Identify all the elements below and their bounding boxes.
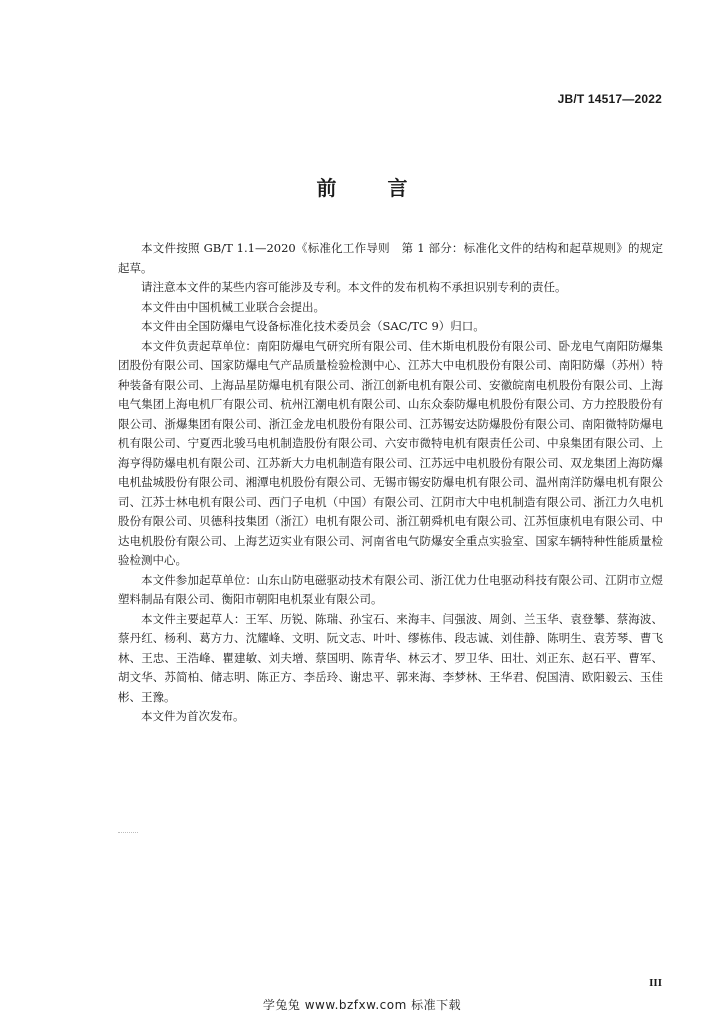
document-body <box>118 239 663 727</box>
paragraph-technical-committee: 本文件由全国防爆电气设备标准化技术委员会（SAC/TC 9）归口。 <box>141 319 485 333</box>
paragraph-main-drafters: 本文件主要起草人：王军、历锐、陈瑞、孙宝石、来海丰、闫强波、周剑、兰玉华、袁登攀、蔡海波、蔡丹红、杨利、葛方力、沈耀峰、文明、阮文志、叶叶、缪栋伟、段志诚、刘佳静、陈明生、袁芳琴、曹飞林、王忠、王浩峰、瞿建敏、刘夫增、蔡国明、陈青华、林云才、罗卫华、田壮、刘正东、赵石平、曹军、胡文华、苏简柏、储志明、陈正方、李岳玲、谢忠平、郭来海、李梦林、王华君、倪国清、欧阳毅云、玉佳彬、王豫。 <box>118 611 663 704</box>
page-title: 前 言 <box>316 176 430 200</box>
scan-mark <box>118 832 138 834</box>
paragraph-patent-notice: 请注意本文件的某些内容可能涉及专利。本文件的发布机构不承担识别专利的责任。 <box>141 280 567 294</box>
standard-code: JB/T 14517—2022 <box>557 92 662 106</box>
paragraph-lead-drafting-units: 本文件负责起草单位：南阳防爆电气研究所有限公司、佳木斯电机股份有限公司、卧龙电气南阳防爆集团股份有限公司、国家防爆电气产品质量检验检测中心、江苏大中电机股份有限公司、南阳防爆（苏州）特种装备有限公司、上海品星防爆电机有限公司、浙江创新电机有限公司、安徽皖南电机股份有限公司、上海电气集团上海电机厂有限公司、杭州江潮电机有限公司、山东众泰防爆电机股份有限公司、方力控股股份有限公司、浙爆集团有限公司、浙江金龙电机股份有限公司、江苏锡安达防爆股份有限公司、南阳微特防爆电机有限公司、宁夏西北骏马电机制造股份有限公司、六安市微特电机有限责任公司、中泉集团有限公司、上海亨得防爆电机有限公司、江苏新大力电机制造有限公司、江苏远中电机股份有限公司、双龙集团上海防爆电机盐城股份有限公司、湘潭电机股份有限公司、无锡市锡安防爆电机有限公司、温州南洋防爆电机有限公司、江苏士林电机有限公司、西门子电机（中国）有限公司、江阴市大中电机制造有限公司、浙江力久电机股份有限公司、贝德科技集团（浙江）电机有限公司、浙江朝舜机电有限公司、江苏恒康机电有限公司、中达电机股份有限公司、上海艺迈实业有限公司、河南省电气防爆安全重点实验室、国家车辆特种性能质量检验检测中心。 <box>118 338 663 567</box>
watermark-text: 学兔兔 www.bzfxw.com 标准下载 <box>262 998 462 1012</box>
page-number: III <box>649 977 662 989</box>
paragraph-proposer: 本文件由中国机械工业联合会提出。 <box>141 299 325 314</box>
paragraph-first-release: 本文件为首次发布。 <box>141 709 245 723</box>
paragraph-participating-units: 本文件参加起草单位：山东山防电磁驱动技术有限公司、浙江优力仕电驱动科技有限公司、江阴市立煜塑料制品有限公司、衡阳市朝阳电机泵业有限公司。 <box>118 572 663 606</box>
paragraph-drafting-rules: 本文件按照 GB/T 1.1—2020《标准化工作导则 第 1 部分：标准化文件的结构和起草规则》的规定起草。 <box>118 241 663 275</box>
